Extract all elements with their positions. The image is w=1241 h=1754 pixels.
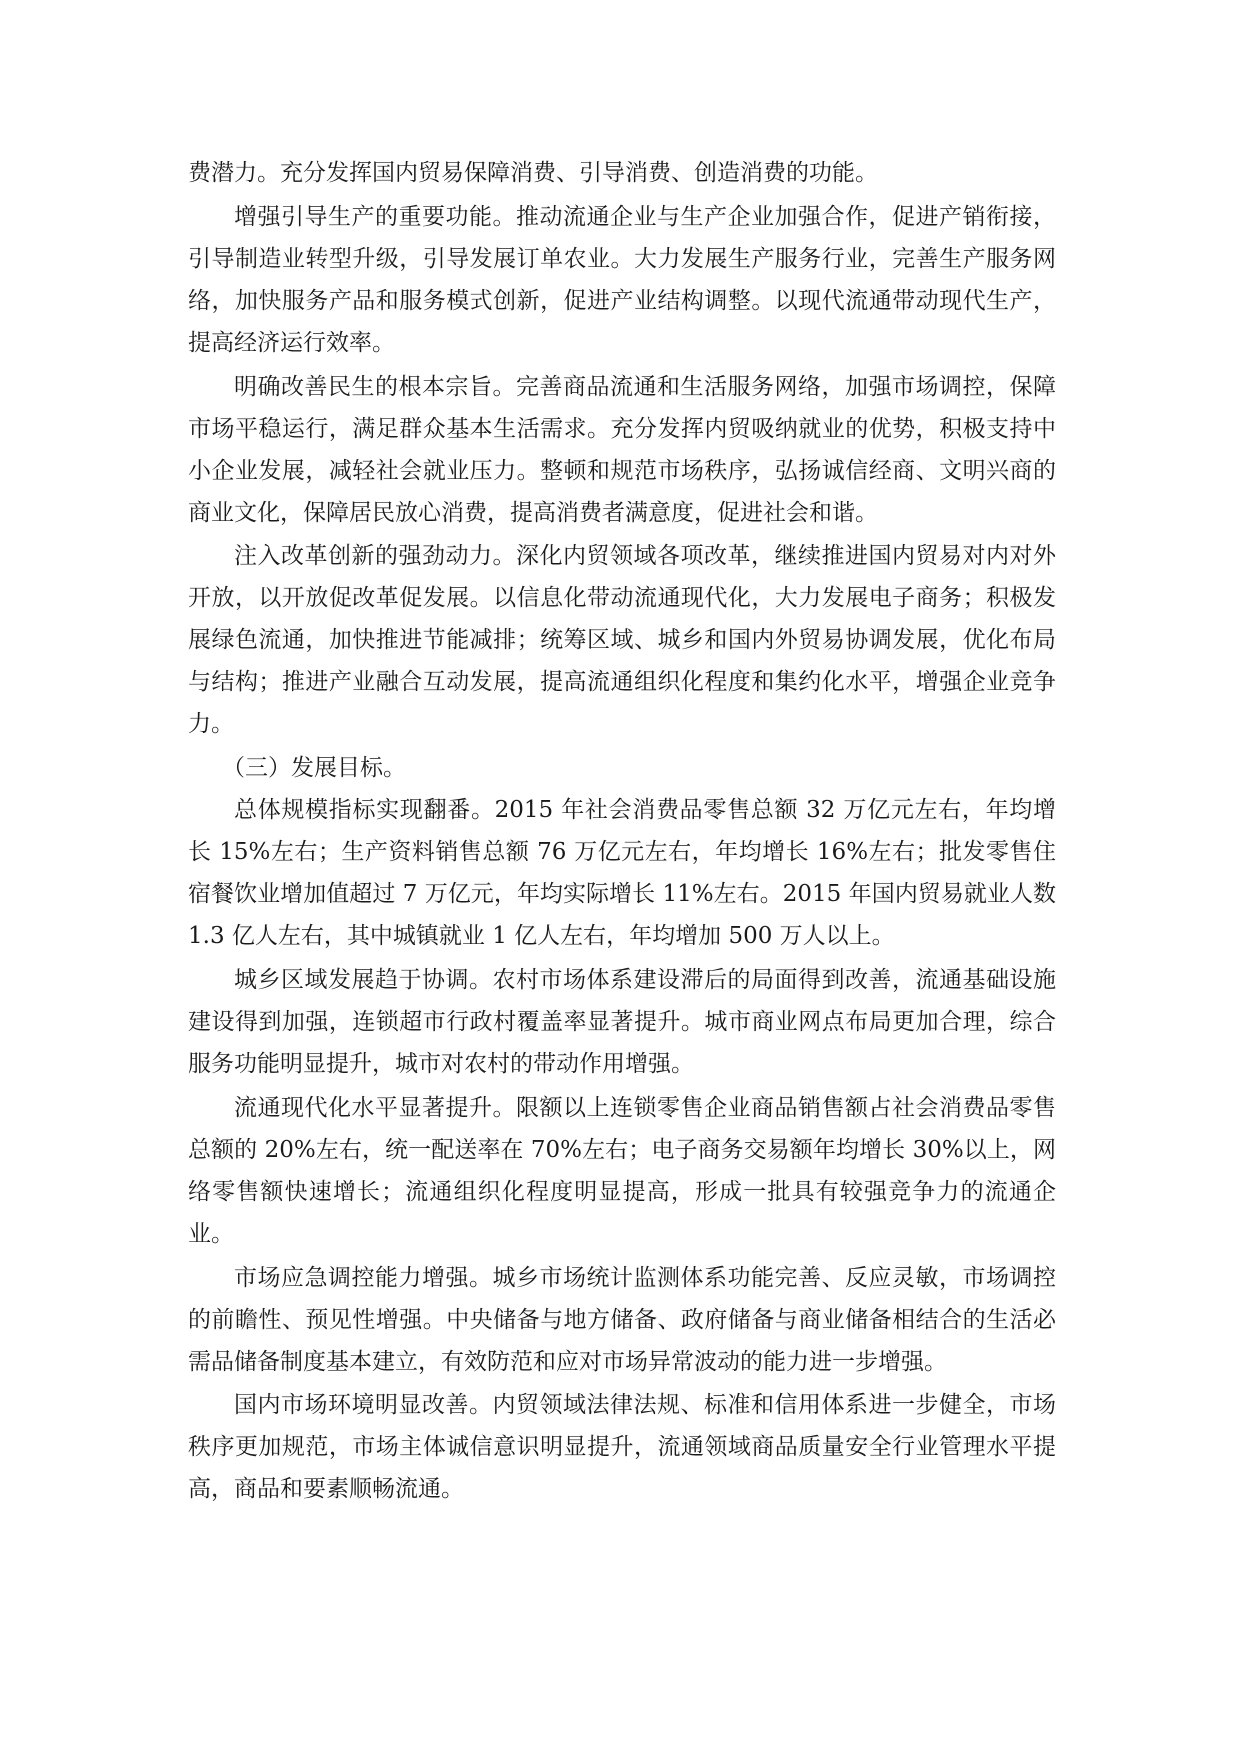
document-body <box>188 152 1056 1512</box>
paragraph-production: 增强引导生产的重要功能。推动流通企业与生产企业加强合作，促进产销衔接，引导制造业转型升级，引导发展订单农业。大力发展生产服务行业，完善生产服务网络，加快服务产品和服务模式创新，促进产业结构调整。以现代流通带动现代生产，提高经济运行效率。 <box>188 203 1056 356</box>
section-heading: （三）发展目标。 <box>222 755 406 782</box>
paragraph-environment-goal: 国内市场环境明显改善。内贸领域法律法规、标准和信用体系进一步健全，市场秩序更加规范，市场主体诚信意识明显提升，流通领域商品质量安全行业管理水平提高，商品和要素顺畅流通。 <box>188 1392 1056 1503</box>
paragraph-regulation-goal: 市场应急调控能力增强。城乡市场统计监测体系功能完善、反应灵敏，市场调控的前瞻性、预见性增强。中央储备与地方储备、政府储备与商业储备相结合的生活必需品储备制度基本建立，有效防范和应对市场异常波动的能力进一步增强。 <box>188 1264 1056 1375</box>
continued-paragraph: 费潜力。充分发挥国内贸易保障消费、引导消费、创造消费的功能。 <box>188 160 878 186</box>
paragraph-modernization-goal: 流通现代化水平显著提升。限额以上连锁零售企业商品销售额占社会消费品零售总额的 20%左右，统一配送率在 70%左右；电子商务交易额年均增长 30%以上，网络零售额快速增长；流通组织化程度明显提高，形成一批具有较强竞争力的流通企业。 <box>188 1094 1056 1247</box>
paragraph-regional-goal: 城乡区域发展趋于协调。农村市场体系建设滞后的局面得到改善，流通基础设施建设得到加强，连锁超市行政村覆盖率显著提升。城市商业网点布局更加合理，综合服务功能明显提升，城市对农村的带动作用增强。 <box>188 966 1056 1077</box>
paragraph-scale-goal: 总体规模指标实现翻番。2015 年社会消费品零售总额 32 万亿元左右，年均增长 15%左右；生产资料销售总额 76 万亿元左右，年均增长 16%左右；批发零售住宿餐饮业增加值超过 7 万亿元，年均实际增长 11%左右。2015 年国内贸易就业人数 1.3 亿人左右，其中城镇就业 1 亿人左右，年均增加 500 万人以上。 <box>188 797 1056 950</box>
paragraph-reform: 注入改革创新的强劲动力。深化内贸领域各项改革，继续推进国内贸易对内对外开放，以开放促改革促发展。以信息化带动流通现代化，大力发展电子商务；积极发展绿色流通，加快推进节能减排；统筹区域、城乡和国内外贸易协调发展，优化布局与结构；推进产业融合互动发展，提高流通组织化程度和集约化水平，增强企业竞争力。 <box>188 543 1056 738</box>
paragraph-livelihood: 明确改善民生的根本宗旨。完善商品流通和生活服务网络，加强市场调控，保障市场平稳运行，满足群众基本生活需求。充分发挥内贸吸纳就业的优势，积极支持中小企业发展，减轻社会就业压力。整顿和规范市场秩序，弘扬诚信经商、文明兴商的商业文化，保障居民放心消费，提高消费者满意度，促进社会和谐。 <box>188 373 1056 526</box>
